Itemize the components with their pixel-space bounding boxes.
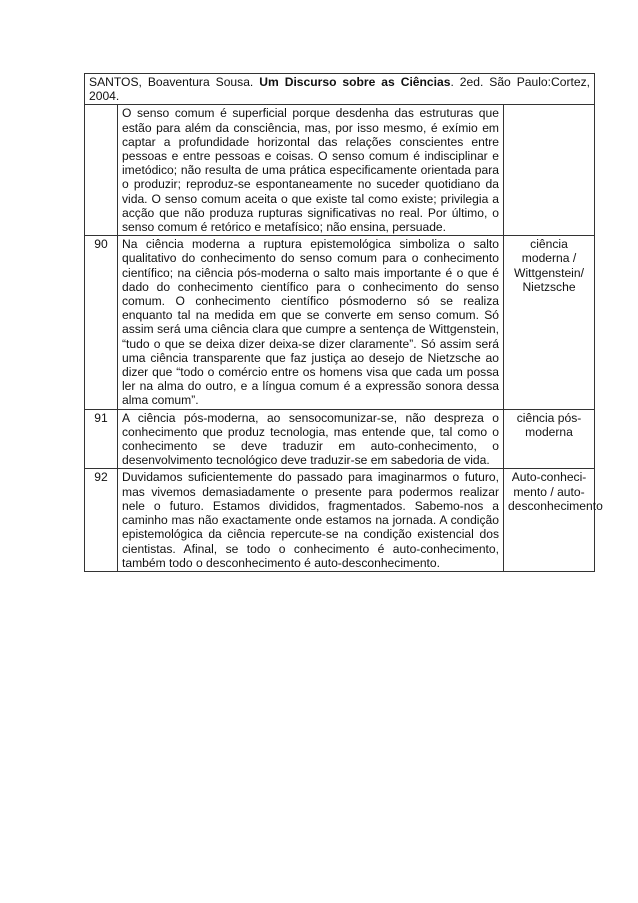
document-page [84, 73, 603, 572]
row-tag: ciência pós-moderna [504, 409, 595, 469]
row-number: 90 [85, 236, 118, 409]
table-row [85, 105, 595, 236]
table-row [85, 409, 595, 469]
row-text: O senso comum é superficial porque desdenha das estruturas que estão para além da consciência, mas, por isso mesmo, é exímio em captar a profundidade horizontal das relações conscientes entre pessoas e entre pessoas e coisas. O senso comum é indisciplinar e imetódico; não resulta de uma prática especificamente orientada para o produzir; reproduz-se espontaneamente no suceder quotidiano da vida. O senso comum aceita o que existe tal como existe; privilegia a acção que não produza rupturas significativas no real. Por último, o senso comum é retórico e metafísico; não ensina, persuade. [118, 105, 504, 236]
reference-title: Um Discurso sobre as Ciências [259, 75, 451, 89]
reference-cell [85, 74, 595, 105]
reference-row [85, 74, 595, 105]
row-text: A ciência pós-moderna, ao sensocomunizar-se, não despreza o conhecimento que produz tecnologia, mas entende que, tal como o conhecimento se deve traduzir em auto-conhecimento, o desenvolvimento tecnológico deve traduzir-se em sabedoria de vida. [118, 409, 504, 469]
row-text: Duvidamos suficientemente do passado para imaginarmos o futuro, mas vivemos demasiadamente o presente para podermos realizar nele o futuro. Estamos divididos, fragmentados. Sabemo-nos a caminho mas não exactamente onde estamos na jornada. A condição epistemológica da ciência repercute-se na condição existencial dos cientistas. Afinal, se todo o conhecimento é auto-conhecimento, também todo o desconhecimento é auto-desconhecimento. [118, 469, 504, 571]
row-tag [504, 105, 595, 236]
table-row [85, 469, 595, 571]
row-tag: Auto-conheci-mento / auto-desconhecimento [504, 469, 595, 571]
row-number: 92 [85, 469, 118, 571]
reference-author: SANTOS, Boaventura Sousa. [89, 75, 254, 89]
row-text: Na ciência moderna a ruptura epistemológica simboliza o salto qualitativo do conhecimento do senso comum para o conhecimento científico; na ciência pós-moderna o salto mais importante é o que é dado do conhecimento científico para o conhecimento do senso comum. O conhecimento científico pósmoderno só se realiza enquanto tal na medida em que se converte em senso comum. Só assim será uma ciência clara que cumpre a sentença de Wittgenstein, “tudo o que se deixa dizer deixa-se dizer claramente”. Só assim será uma ciência transparente que faz justiça ao desejo de Nietzsche ao dizer que “todo o comércio entre os homens visa que cada um possa ler na alma do outro, e a língua comum é a expressão sonora dessa alma comum”. [118, 236, 504, 409]
citation-table [84, 73, 603, 572]
row-tag: ciência moderna / Wittgenstein/ Nietzsche [504, 236, 595, 409]
row-number [85, 105, 118, 236]
row-number: 91 [85, 409, 118, 469]
reference-details: . 2ed. São Paulo:Cortez, 2004. [89, 75, 591, 104]
table-row [85, 236, 595, 409]
